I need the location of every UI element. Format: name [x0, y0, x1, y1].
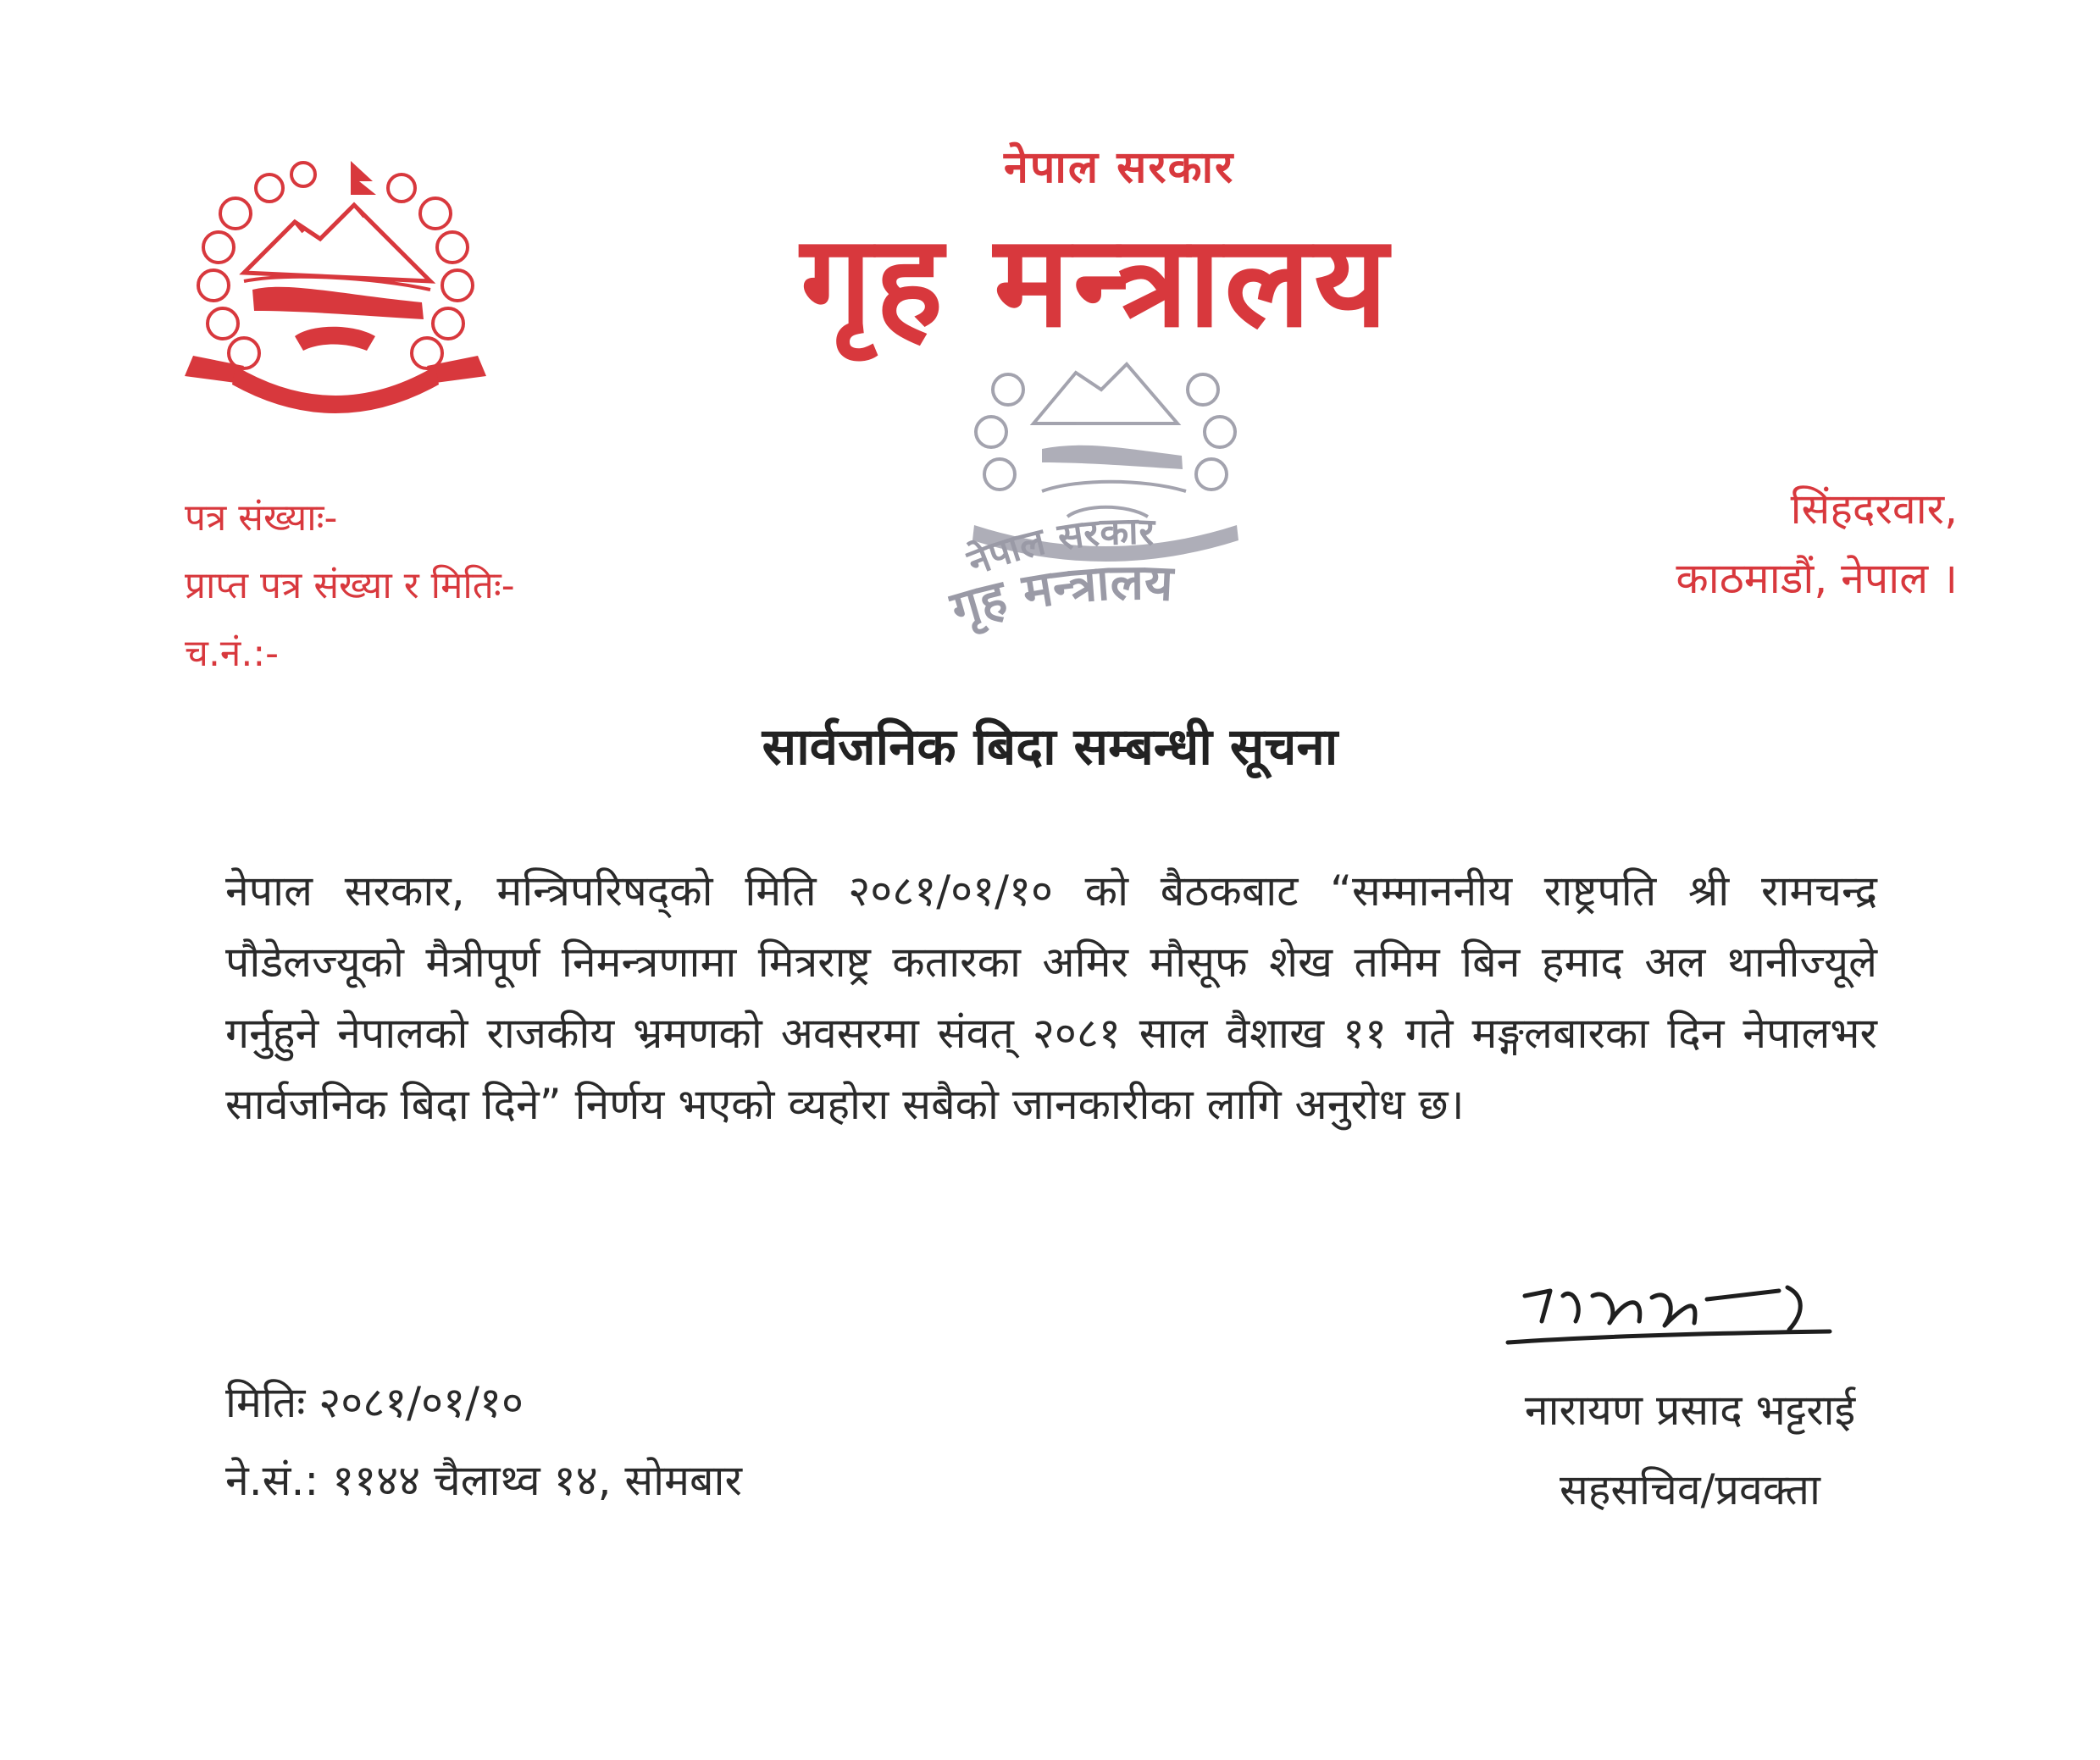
dispatch-number-label: च.नं.:-: [185, 632, 280, 675]
government-name: नेपाल सरकार: [1004, 142, 1235, 193]
stamp-text-2: गृह मन्त्रालय: [944, 553, 1175, 639]
handwritten-signature-icon: [1491, 1262, 1847, 1364]
received-letter-label: प्राप्त पत्र संख्या र मितिः-: [185, 564, 515, 607]
letter-number-label: पत्र संख्याः-: [185, 496, 338, 540]
address-line-2: काठमाडौं, नेपाल ।: [1676, 554, 1958, 603]
signatory-name: नारायण प्रसाद भट्टराई: [1524, 1386, 1856, 1435]
nepal-emblem-icon: [185, 154, 486, 418]
date-block: [225, 1364, 742, 1519]
notice-title: सार्वजनिक बिदा सम्बन्धी सूचना: [762, 717, 1338, 777]
reference-block: [185, 484, 515, 688]
ministry-name: गृह मन्त्रालय: [801, 208, 1392, 356]
stamp-text-1: नेपाल सरकार: [961, 509, 1155, 585]
address-line-1: सिंहदरवार,: [1790, 484, 1958, 534]
official-stamp-icon: [940, 322, 1296, 652]
address-block: [1676, 474, 1958, 613]
nepal-sambat-date-line: ने.सं.: ११४४ चैलाथ्व १४, सोमबार: [225, 1456, 742, 1505]
date-line: मितिः २०८१/०१/१०: [225, 1378, 524, 1427]
notice-body: नेपाल सरकार, मन्त्रिपरिषद्को मिति २०८१/०१/१० को बैठकबाट “सम्माननीय राष्ट्रपति श्री रामचन्द्र पौडेलज्यूको मैत्रीपूर्ण निमन्त्रणामा मित्रराष्ट्र कतारका अमिर मौसूफ शेख तमिम बिन हमाद अल थानीज्यूले गर्नुहुने नेपालको राजकीय भ्रमणको अवसरमा संवत् २०८१ साल वैशाख ११ गते मङ्गलबारका दिन नेपालभर सार्वजनिक बिदा दिने” निर्णय भएको व्यहोरा सबैको जानकारीका लागि अनुरोध छ।: [225, 866, 1877, 1129]
signatory-block: [1491, 1370, 1889, 1530]
signatory-designation: सहसचिव/प्रवक्ता: [1560, 1465, 1820, 1514]
